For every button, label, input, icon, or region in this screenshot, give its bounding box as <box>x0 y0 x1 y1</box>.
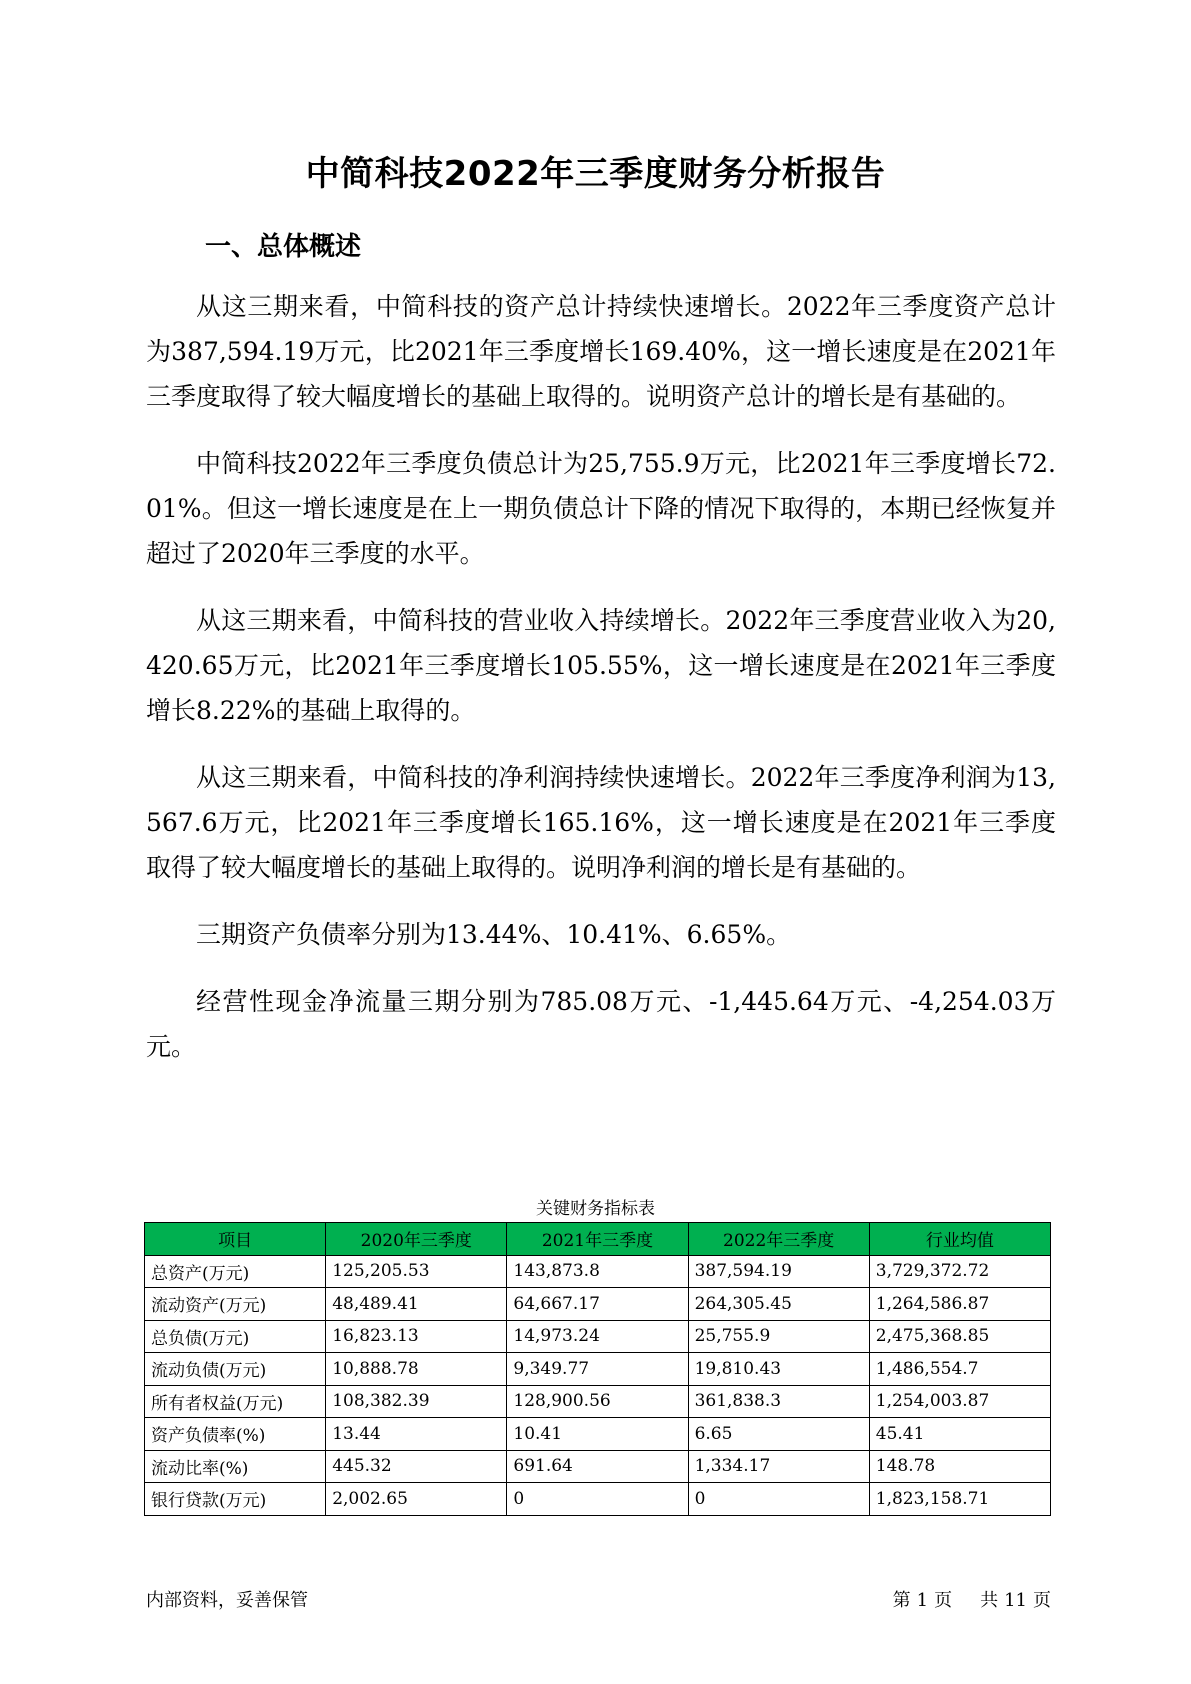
table-cell: 总负债(万元) <box>145 1320 326 1353</box>
confidentiality-note: 内部资料，妥善保管 <box>146 1590 308 1611</box>
table-cell: 1,254,003.87 <box>869 1385 1050 1418</box>
column-header-item: 项目 <box>145 1223 326 1256</box>
paragraph-net-profit: 从这三期来看，中简科技的净利润持续快速增长。2022年三季度净利润为13,567.6万元，比2021年三季度增长165.16%，这一增长速度是在2021年三季度取得了较大幅度增长的基础上取得的。说明净利润的增长是有基础的。 <box>146 763 1056 882</box>
table-cell: 148.78 <box>869 1450 1050 1483</box>
table-cell: 64,667.17 <box>507 1288 688 1321</box>
table-cell: 流动资产(万元) <box>145 1288 326 1321</box>
table-cell: 0 <box>507 1483 688 1516</box>
table-cell: 387,594.19 <box>688 1255 869 1288</box>
table-cell: 445.32 <box>326 1450 507 1483</box>
table-cell: 10,888.78 <box>326 1353 507 1386</box>
paragraph-assets: 从这三期来看，中简科技的资产总计持续快速增长。2022年三季度资产总计为387,594.19万元，比2021年三季度增长169.40%，这一增长速度是在2021年三季度取得了较大幅度增长的基础上取得的。说明资产总计的增长是有基础的。 <box>146 292 1056 411</box>
total-unit: 页 <box>1033 1590 1051 1611</box>
table-row <box>145 1385 1051 1418</box>
paragraph-liabilities: 中简科技2022年三季度负债总计为25,755.9万元，比2021年三季度增长72.01%。但这一增长速度是在上一期负债总计下降的情况下取得的，本期已经恢复并超过了2020年三季度的水平。 <box>146 449 1056 568</box>
total-prefix: 共 <box>980 1590 999 1611</box>
table-cell: 1,823,158.71 <box>869 1483 1050 1516</box>
table-cell: 流动比率(%) <box>145 1450 326 1483</box>
table-cell: 6.65 <box>688 1418 869 1451</box>
page-unit: 页 <box>934 1590 953 1611</box>
table-cell: 45.41 <box>869 1418 1050 1451</box>
table-cell: 2,002.65 <box>326 1483 507 1516</box>
column-header-2020q3: 2020年三季度 <box>326 1223 507 1256</box>
table-cell: 9,349.77 <box>507 1353 688 1386</box>
table-cell: 143,873.8 <box>507 1255 688 1288</box>
paragraph-cash-flow: 经营性现金净流量三期分别为785.08万元、-1,445.64万元、-4,254.03万元。 <box>146 987 1056 1061</box>
table-cell: 1,264,586.87 <box>869 1288 1050 1321</box>
table-cell: 14,973.24 <box>507 1320 688 1353</box>
table-cell: 3,729,372.72 <box>869 1255 1050 1288</box>
table-cell: 361,838.3 <box>688 1385 869 1418</box>
table-row <box>145 1450 1051 1483</box>
table-cell: 2,475,368.85 <box>869 1320 1050 1353</box>
table-cell: 125,205.53 <box>326 1255 507 1288</box>
page-prefix: 第 <box>892 1590 911 1611</box>
table-cell: 银行贷款(万元) <box>145 1483 326 1516</box>
table-row <box>145 1353 1051 1386</box>
table-row <box>145 1320 1051 1353</box>
body-text <box>146 284 1056 1091</box>
section-heading: 一、总体概述 <box>205 232 362 262</box>
table-caption: 关键财务指标表 <box>536 1199 655 1219</box>
table-cell: 0 <box>688 1483 869 1516</box>
financial-indicators-table <box>144 1222 1051 1516</box>
table-cell: 25,755.9 <box>688 1320 869 1353</box>
table-cell: 691.64 <box>507 1450 688 1483</box>
column-header-2021q3: 2021年三季度 <box>507 1223 688 1256</box>
table-cell: 1,486,554.7 <box>869 1353 1050 1386</box>
page-indicator <box>887 1586 1051 1612</box>
table-cell: 16,823.13 <box>326 1320 507 1353</box>
page-number: 1 <box>916 1590 929 1611</box>
table-cell: 108,382.39 <box>326 1385 507 1418</box>
table-row <box>145 1288 1051 1321</box>
table-cell: 总资产(万元) <box>145 1255 326 1288</box>
table-cell: 128,900.56 <box>507 1385 688 1418</box>
table-cell: 264,305.45 <box>688 1288 869 1321</box>
total-pages: 11 <box>1004 1590 1027 1611</box>
table-cell: 所有者权益(万元) <box>145 1385 326 1418</box>
table-cell: 10.41 <box>507 1418 688 1451</box>
table-row <box>145 1418 1051 1451</box>
table-header-row <box>145 1223 1051 1256</box>
column-header-industry-average: 行业均值 <box>869 1223 1050 1256</box>
table-row <box>145 1255 1051 1288</box>
table-cell: 19,810.43 <box>688 1353 869 1386</box>
document-title: 中简科技2022年三季度财务分析报告 <box>305 154 886 194</box>
column-header-2022q3: 2022年三季度 <box>688 1223 869 1256</box>
table-row <box>145 1483 1051 1516</box>
paragraph-revenue: 从这三期来看，中简科技的营业收入持续增长。2022年三季度营业收入为20,420.65万元，比2021年三季度增长105.55%，这一增长速度是在2021年三季度增长8.22%的基础上取得的。 <box>146 606 1056 725</box>
paragraph-debt-ratio: 三期资产负债率分别为13.44%、10.41%、6.65%。 <box>196 920 792 949</box>
table-cell: 13.44 <box>326 1418 507 1451</box>
table-cell: 48,489.41 <box>326 1288 507 1321</box>
table-cell: 资产负债率(%) <box>145 1418 326 1451</box>
table-cell: 1,334.17 <box>688 1450 869 1483</box>
table-cell: 流动负债(万元) <box>145 1353 326 1386</box>
